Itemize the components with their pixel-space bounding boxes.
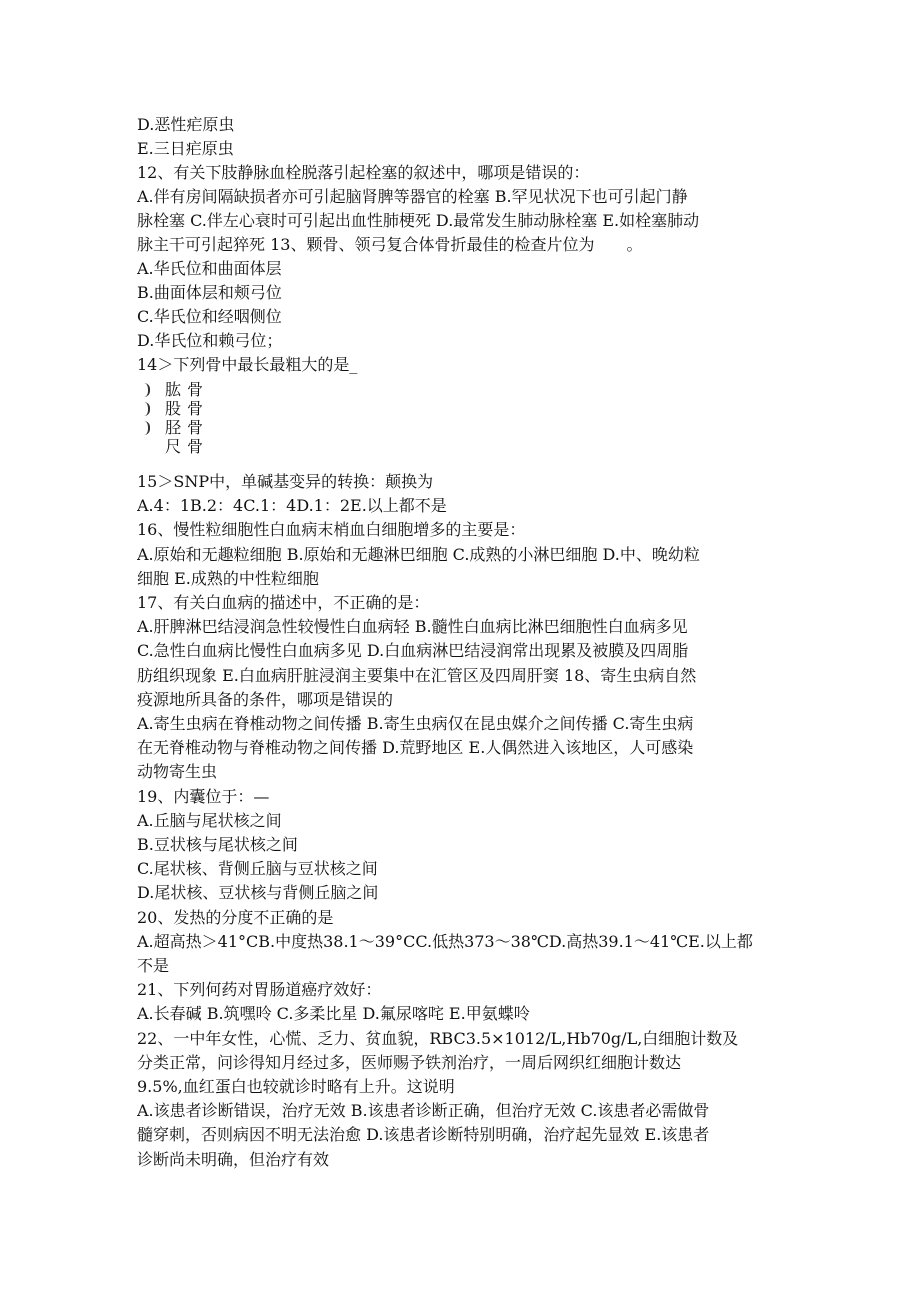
text-line: C.急性白血病比慢性白血病多见 D.白血病淋巴结浸润常出现累及被膜及四周脂 — [137, 641, 689, 661]
text-line: 22、一中年女性，心慌、乏力、贫血貌，RBC3.5×1012∕L,Hb70g∕L,白细胞计数及 — [137, 1028, 739, 1048]
option-marker-glyph — [140, 383, 150, 397]
option-line: 胫骨 — [165, 418, 210, 437]
text-line: A.该患者诊断错误，治疗无效 B.该患者诊断正确，但治疗无效 C.该患者必需做骨 — [137, 1101, 710, 1121]
text-line: 不是 — [137, 956, 170, 975]
text-line: 诊断尚未明确，但治疗有效 — [137, 1149, 330, 1169]
text-line: 动物寄生虫 — [137, 762, 218, 782]
text-line: 12、有关下肢静脉血栓脱落引起栓塞的叙述中，哪项是错误的： — [137, 163, 590, 182]
text-line: D.尾状核、豆状核与背侧丘脑之间 — [137, 883, 379, 903]
text-line: 16、慢性粒细胞性白血病末梢血白细胞增多的主要是： — [137, 520, 526, 540]
text-line: 脉栓塞 C.伴左心衰时可引起出血性肺梗死 D.最常发生肺动脉栓塞 E.如栓塞肺动 — [137, 211, 700, 230]
text-line: A.肝脾淋巴结浸润急性较慢性白血病轻 B.髓性白血病比淋巴细胞性白血病多见 — [137, 617, 688, 637]
text-line: B.曲面体层和颊弓位 — [137, 283, 282, 302]
text-line: E.三日疟原虫 — [137, 139, 234, 158]
text-line: 分类正常，问诊得知月经过多，医师赐予铁剂治疗，一周后网织红细胞计数达 — [137, 1052, 682, 1072]
text-line: D.华氏位和赖弓位； — [137, 331, 283, 350]
text-line: D.恶性疟原虫 — [137, 115, 235, 134]
text-line: 9.5%,血红蛋白也较就诊时略有上升。这说明 — [137, 1077, 455, 1096]
text-line: A.超高热＞41°CB.中度热38.1～39°CC.低热373～38℃D.高热39.1～41℃E.以上都 — [137, 931, 753, 951]
text-line: A.寄生虫病在脊椎动物之间传播 B.寄生虫病仅在昆虫媒介之间传播 C.寄生虫病 — [137, 714, 694, 733]
text-line: B.豆状核与尾状核之间 — [137, 835, 298, 854]
text-line: 脉主干可引起猝死 13、颗骨、领弓复合体骨折最佳的检查片位为 。 — [137, 235, 643, 254]
text-line: A.丘脑与尾状核之间 — [137, 810, 282, 830]
text-line: A.4：1B.2：4C.1：4D.1：2E.以上都不是 — [137, 496, 447, 516]
text-line: 14＞下列骨中最长最粗大的是_ — [137, 355, 358, 374]
text-line: A.华氏位和曲面体层 — [137, 259, 282, 278]
option-marker-glyph — [140, 421, 150, 435]
option-marker-glyph — [140, 402, 150, 416]
option-line: 尺骨 — [165, 437, 210, 456]
text-line: 21、下列何药对胃肠道癌疗效好： — [137, 980, 382, 1000]
text-line: 疫源地所具备的条件，哪项是错误的 — [137, 689, 394, 709]
text-line: 19、内囊位于：— — [137, 786, 270, 806]
option-line: 肱骨 — [165, 380, 210, 399]
text-line: C.尾状核、背侧丘脑与豆状核之间 — [137, 859, 378, 879]
text-line: 15＞SNP中，单碱基变异的转换：颠换为 — [137, 472, 434, 491]
text-line: 17、有关白血病的描述中，不正确的是： — [137, 593, 430, 612]
text-line: A.原始和无趣粒细胞 B.原始和无趣淋巴细胞 C.成熟的小淋巴细胞 D.中、晚幼粒 — [137, 544, 700, 564]
text-line: C.华氏位和经咽侧位 — [137, 307, 282, 326]
option-line: 股骨 — [165, 399, 210, 418]
text-line: 在无脊椎动物与脊椎动物之间传播 D.荒野地区 E.人偶然进入该地区，人可感染 — [137, 738, 694, 758]
text-line: A.伴有房间隔缺损者亦可引起脑肾脾等器官的栓塞 B.罕见状况下也可引起门静 — [137, 187, 688, 206]
text-line: 细胞 E.成熟的中性粒细胞 — [137, 568, 319, 588]
text-line: 肪组织现象 E.白血病肝脏浸润主要集中在汇管区及四周肝窦 18、寄生虫病自然 — [137, 665, 697, 685]
text-line: 髓穿刺，否则病因不明无法治愈 D.该患者诊断特别明确，治疗起先显效 E.该患者 — [137, 1125, 710, 1145]
text-line: A.长春碱 B.筑嘿呤 C.多柔比星 D.氟尿喀咤 E.甲氨蝶呤 — [137, 1004, 530, 1024]
text-line: 20、发热的分度不正确的是 — [137, 907, 334, 927]
